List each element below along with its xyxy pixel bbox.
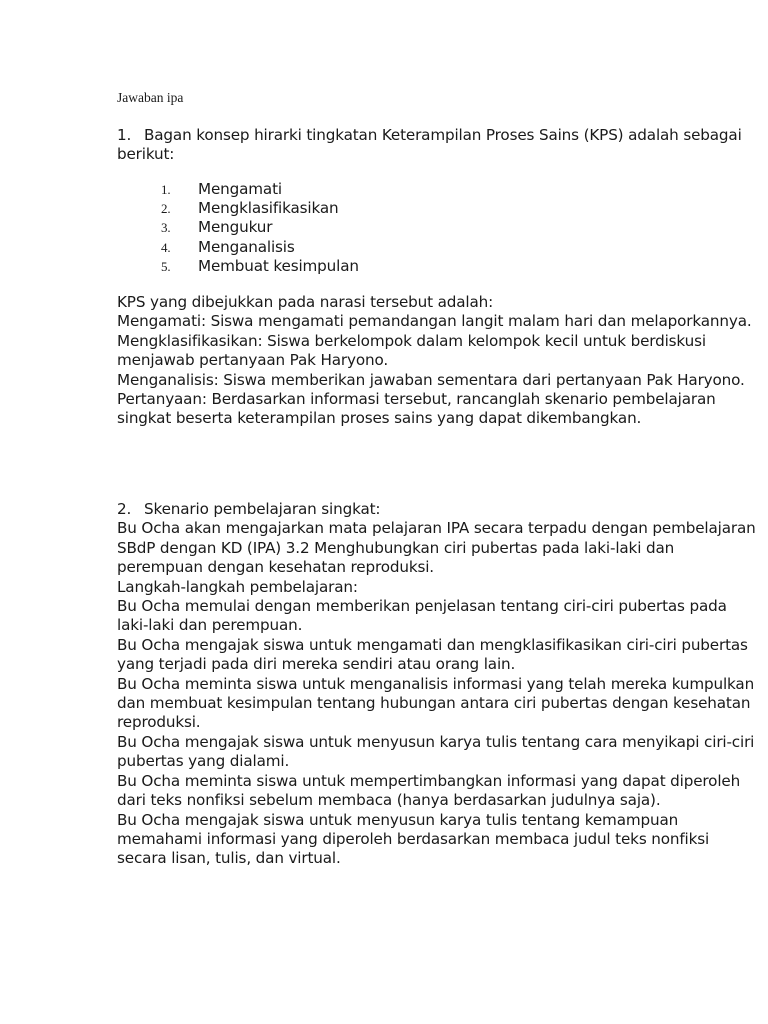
question-1-text: Bagan konsep hirarki tingkatan Keterampilan Proses Sains (KPS) adalah sebagai berikut:: [117, 126, 742, 164]
list-item-label: Menganalisis: [198, 237, 295, 256]
scenario-step: Bu Ocha mengajak siswa untuk mengamati dan mengklasifikasikan ciri-ciri pubertas yang terjadi pada diri mereka sendiri atau orang lain.: [117, 635, 748, 674]
list-item: [161, 199, 359, 218]
list-item-number: 5.: [161, 258, 171, 274]
question-2-heading: [117, 500, 757, 519]
scenario-step: Bu Ocha memulai dengan memberikan penjelasan tentang ciri-ciri pubertas pada laki-laki dan perempuan.: [117, 597, 727, 635]
scenario-step: Bu Ocha mengajak siswa untuk menyusun karya tulis tentang cara menyikapi ciri-ciri pubertas yang dialami.: [117, 732, 755, 771]
kps-item: Pertanyaan: Berdasarkan informasi tersebut, rancanglah skenario pembelajaran singkat beserta keterampilan proses sains yang dapat dikembangkan.: [117, 390, 716, 428]
list-item: [161, 238, 359, 257]
kps-item: Mengklasifikasikan: Siswa berkelompok dalam kelompok kecil untuk berdiskusi menjawab pertanyaan Pak Haryono.: [117, 331, 706, 370]
list-item-number: 4.: [161, 239, 171, 255]
steps-heading: Langkah-langkah pembelajaran:: [117, 577, 358, 596]
list-item-number: 1.: [161, 182, 171, 197]
list-item: [161, 218, 359, 237]
question-1-number: 1.: [117, 126, 132, 144]
list-item: [161, 180, 359, 199]
list-item-label: Mengukur: [198, 218, 273, 237]
list-item-label: Mengamati: [198, 180, 282, 198]
scenario-step: Bu Ocha meminta siswa untuk mempertimbangkan informasi yang dapat diperoleh dari teks nonfiksi sebelum membaca (hanya berdasarkan judulnya saja).: [117, 771, 741, 810]
list-item-label: Membuat kesimpulan: [198, 256, 359, 275]
kps-item: Mengamati: Siswa mengamati pemandangan langit malam hari dan melaporkannya.: [117, 312, 752, 331]
question-1: [117, 126, 757, 165]
kps-section: [117, 293, 757, 429]
kps-item: Menganalisis: Siswa memberikan jawaban sementara dari pertanyaan Pak Haryono.: [117, 370, 745, 389]
list-item-number: 3.: [161, 220, 171, 236]
kps-hierarchy-list: [161, 180, 359, 276]
list-item-number: 2.: [161, 201, 171, 217]
question-2-number: 2.: [117, 500, 132, 518]
scenario-step: Bu Ocha meminta siswa untuk menganalisis informasi yang telah mereka kumpulkan dan membuat kesimpulan tentang hubungan antara ciri pubertas dengan kesehatan reproduksi.: [117, 674, 755, 732]
list-item: [161, 257, 359, 276]
scenario-intro: Bu Ocha akan mengajarkan mata pelajaran IPA secara terpadu dengan pembelajaran SBdP dengan KD (IPA) 3.2 Menghubungkan ciri pubertas pada laki-laki dan perempuan dengan kesehatan reproduksi.: [117, 519, 756, 577]
question-2-heading-text: Skenario pembelajaran singkat:: [144, 500, 381, 518]
kps-intro: KPS yang dibejukkan pada narasi tersebut adalah:: [117, 293, 494, 311]
document-title: Jawaban ipa: [117, 90, 184, 105]
list-item-label: Mengklasifikasikan: [198, 199, 339, 218]
question-2: [117, 500, 757, 869]
scenario-step: Bu Ocha mengajak siswa untuk menyusun karya tulis tentang kemampuan memahami informasi yang diperoleh berdasarkan membaca judul teks nonfiksi secara lisan, tulis, dan virtual.: [117, 810, 710, 868]
